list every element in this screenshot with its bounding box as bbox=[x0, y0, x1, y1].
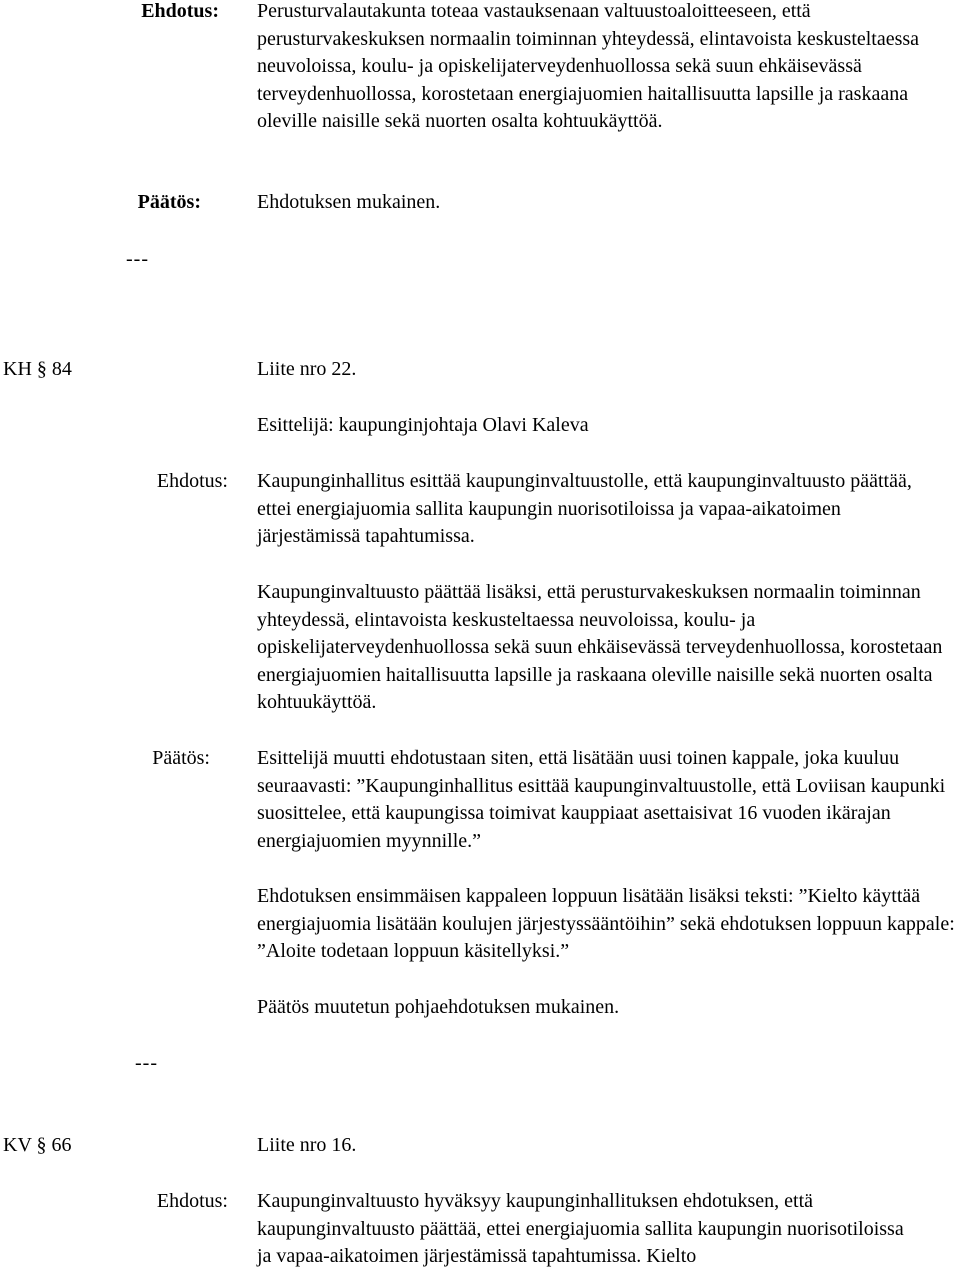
decision-text: Ehdotuksen mukainen. bbox=[257, 191, 441, 213]
proposal-label: Ehdotus: bbox=[156, 470, 228, 492]
proposal-paragraph: Kaupunginhallitus esittää kaupunginvaltuustolle, että kaupunginvaltuusto päättää, ettei energiajuomia sallita kaupungin nuorisotiloissa ja vapaa-aikatoimen järjestämissä tapahtumissa. bbox=[257, 470, 912, 548]
proposal-label: Ehdotus: bbox=[156, 1190, 228, 1212]
appendix-reference: Liite nro 16. bbox=[257, 1134, 357, 1156]
separator: --- bbox=[135, 1052, 158, 1074]
decision-label: Päätös: bbox=[152, 747, 210, 769]
separator: --- bbox=[126, 248, 149, 270]
section-reference: KV § 66 bbox=[3, 1134, 72, 1156]
appendix-reference: Liite nro 22. bbox=[257, 358, 357, 380]
proposal-label: Ehdotus: bbox=[141, 0, 219, 22]
decision-paragraph: Esittelijä muutti ehdotustaan siten, että lisätään uusi toinen kappale, joka kuuluu seuraavasti: ”Kaupunginhallitus esittää kaupunginvaltuustolle, että Loviisan kaupunki suosittelee, että kaupungissa toimivat kauppiaat asettaisivat 16 vuoden ikärajan energiajuomien myynnille.” bbox=[257, 747, 946, 852]
decision-paragraph: Ehdotuksen ensimmäisen kappaleen loppuun lisätään lisäksi teksti: ”Kielto käyttää energiajuomia lisätään koulujen järjestyssääntöihin” sekä ehdotuksen loppuun kappale: ”Aloite todetaan loppuun käsitellyksi.” bbox=[257, 885, 955, 963]
section-reference: KH § 84 bbox=[3, 358, 72, 380]
proposal-text: Perusturvalautakunta toteaa vastauksenaan valtuustoaloitteeseen, että perusturvakeskuksen normaalin toiminnan yhteydessä, elintavoista keskusteltaessa neuvoloissa, koulu- ja opiskelijaterveydenhuollossa sekä suun ehkäisevässä terveydenhuollossa, korostetaan energiajuomien haitallisuutta lapsille ja raskaana oleville naisille sekä nuorten osalta kohtuukäyttöä. bbox=[257, 0, 920, 133]
proposal-text: Kaupunginvaltuusto hyväksyy kaupunginhallituksen ehdotuksen, että kaupunginvaltuusto päättää, ettei energiajuomia sallita kaupungin nuorisotiloissa ja vapaa-aikatoimen järjestämissä tapahtumissa. Kielto bbox=[257, 1190, 904, 1268]
presenter: Esittelijä: kaupunginjohtaja Olavi Kaleva bbox=[257, 414, 589, 436]
proposal-paragraph: Kaupunginvaltuusto päättää lisäksi, että perusturvakeskuksen normaalin toiminnan yhteydessä, elintavoista keskusteltaessa neuvoloissa, koulu- ja opiskelijaterveydenhuollossa sekä suun ehkäisevässä terveydenhuollossa, korostetaan energiajuomien haitallisuutta lapsille ja raskaana oleville naisille sekä nuorten osalta kohtuukäyttöä. bbox=[257, 581, 943, 714]
decision-label: Päätös: bbox=[137, 191, 201, 213]
decision-paragraph: Päätös muutetun pohjaehdotuksen mukainen. bbox=[257, 996, 620, 1018]
